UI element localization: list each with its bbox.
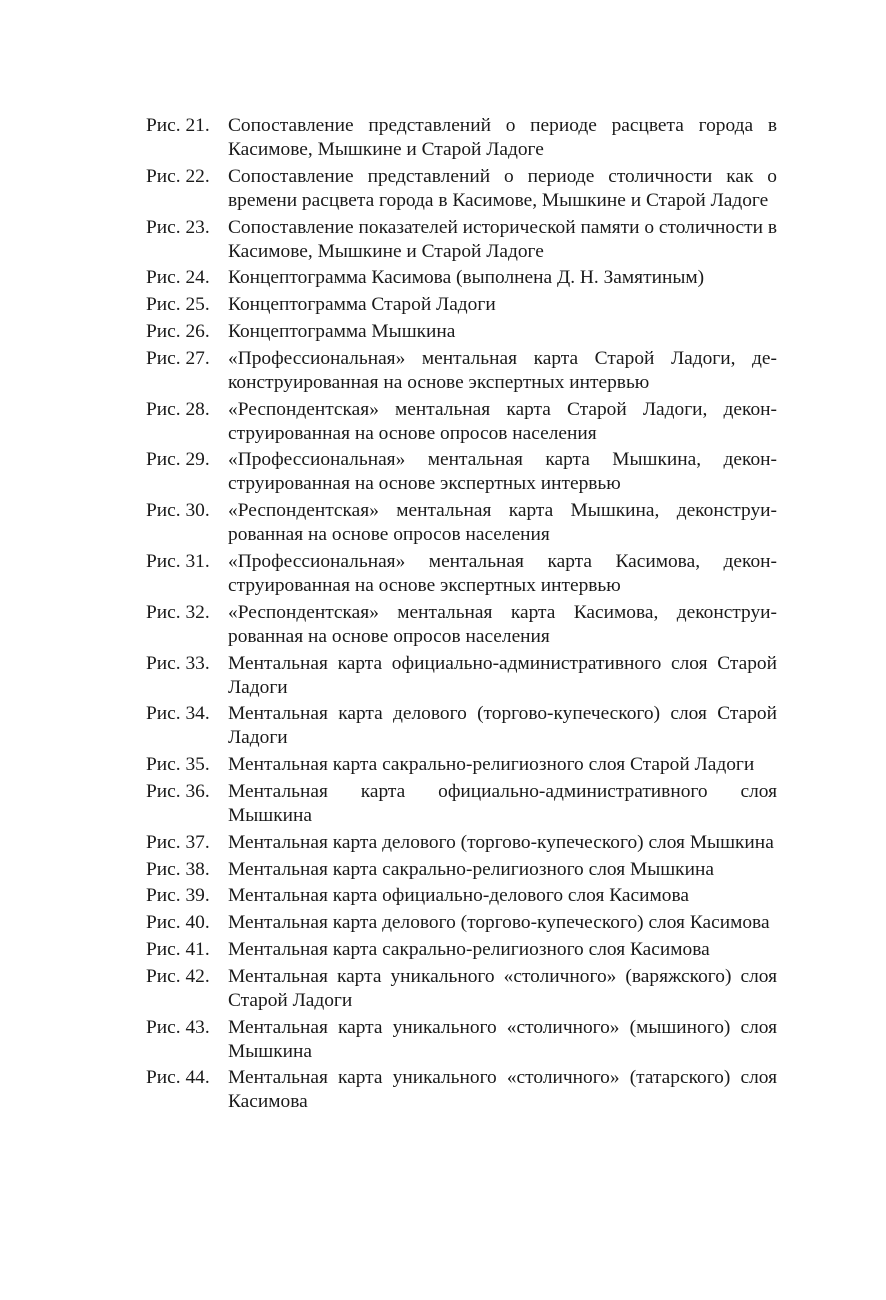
figure-caption: Ментальная карта официально-делового слоя Касимова	[228, 885, 689, 907]
figure-entry	[146, 448, 777, 496]
figure-entry	[146, 753, 777, 777]
figure-entry	[146, 780, 777, 828]
figure-caption: Ментальная карта уникального «столичного» (татарского) слоя Касимова	[228, 1067, 777, 1113]
figure-number: Рис. 37.	[146, 831, 210, 853]
figure-caption: Ментальная карта сакрально-религиозного слоя Мышкина	[228, 858, 714, 880]
figure-entry	[146, 114, 777, 162]
figure-number: Рис. 21.	[146, 115, 210, 136]
figure-entry	[146, 938, 777, 962]
figure-number: Рис. 27.	[146, 347, 210, 369]
figure-caption: Ментальная карта делового (торгово-купеческого) слоя Старой Ладоги	[228, 703, 777, 749]
figure-caption: «Профессиональная» ментальная карта Старой Ладоги, деконструированная на основе экспертных интервью	[228, 347, 777, 393]
figure-entry	[146, 1016, 777, 1064]
figure-number: Рис. 43.	[146, 1016, 210, 1038]
figure-number: Рис. 44.	[146, 1067, 210, 1089]
figure-entry	[146, 884, 777, 908]
figure-entry	[146, 911, 777, 935]
figure-number: Рис. 23.	[146, 216, 210, 238]
figure-number: Рис. 42.	[146, 965, 210, 987]
figure-entry	[146, 165, 777, 213]
figure-caption: Сопоставление показателей исторической памяти о столичности в Касимове, Мышкине и Старой Ладоге	[228, 216, 777, 262]
figure-caption: Ментальная карта сакрально-религиозного слоя Касимова	[228, 938, 710, 960]
figure-caption: Сопоставление представлений о периоде расцвета города в Касимове, Мышкине и Старой Ладоге	[228, 115, 777, 160]
figure-number: Рис. 24.	[146, 267, 210, 289]
figure-entry	[146, 601, 777, 649]
figure-entry	[146, 320, 777, 344]
figure-caption: Ментальная карта сакрально-религиозного слоя Старой Ладоги	[228, 754, 755, 776]
figure-entry	[146, 216, 777, 264]
figure-number: Рис. 30.	[146, 500, 210, 522]
figure-caption: Ментальная карта уникального «столичного» (мышиного) слоя Мышкина	[228, 1016, 777, 1062]
figure-number: Рис. 25.	[146, 294, 210, 316]
figure-number: Рис. 41.	[146, 938, 210, 960]
figure-caption: Ментальная карта делового (торгово-купеческого) слоя Касимова	[228, 912, 770, 934]
figure-caption: Концептограмма Старой Ладоги	[228, 294, 496, 316]
figure-entry	[146, 965, 777, 1013]
figure-number: Рис. 39.	[146, 885, 210, 907]
figure-number: Рис. 40.	[146, 912, 210, 934]
figure-caption: «Респондентская» ментальная карта Касимова, деконструированная на основе опросов населения	[228, 601, 777, 647]
figure-list	[146, 114, 777, 1117]
figure-entry	[146, 1066, 777, 1114]
figure-entry	[146, 347, 777, 395]
figure-number: Рис. 33.	[146, 652, 210, 674]
figure-caption: Ментальная карта уникального «столичного» (варяжского) слоя Старой Ладоги	[228, 965, 777, 1011]
figure-entry	[146, 398, 777, 446]
figure-number: Рис. 22.	[146, 165, 210, 187]
figure-entry	[146, 831, 777, 855]
figure-caption: Сопоставление представлений о периоде столичности как о времени расцвета города в Касимове, Мышкине и Старой Ладоге	[228, 165, 777, 211]
figure-entry	[146, 702, 777, 750]
figure-caption: «Профессиональная» ментальная карта Касимова, деконструированная на основе экспертных интервью	[228, 550, 777, 596]
figure-entry	[146, 652, 777, 700]
figure-entry	[146, 266, 777, 290]
figure-caption: Ментальная карта официально-административного слоя Старой Ладоги	[228, 652, 777, 698]
figure-number: Рис. 34.	[146, 703, 210, 725]
figure-entry	[146, 858, 777, 882]
figure-caption: Концептограмма Касимова (выполнена Д. Н. Замятиным)	[228, 267, 705, 289]
figure-number: Рис. 26.	[146, 320, 210, 342]
figure-caption: «Респондентская» ментальная карта Мышкина, деконструированная на основе опросов населения	[228, 500, 777, 546]
figure-number: Рис. 28.	[146, 398, 210, 420]
figure-entry	[146, 293, 777, 317]
figure-number: Рис. 35.	[146, 754, 210, 776]
figure-number: Рис. 32.	[146, 601, 210, 623]
figure-number: Рис. 29.	[146, 449, 210, 471]
figure-caption: «Респондентская» ментальная карта Старой Ладоги, деконструированная на основе опросов населения	[228, 398, 777, 444]
figure-number: Рис. 36.	[146, 780, 210, 802]
figure-entry	[146, 499, 777, 547]
figure-caption: Концептограмма Мышкина	[228, 320, 456, 342]
figure-entry	[146, 550, 777, 598]
figure-caption: Ментальная карта официально-административного слоя Мышкина	[228, 780, 777, 826]
figure-number: Рис. 31.	[146, 550, 210, 572]
figure-caption: «Профессиональная» ментальная карта Мышкина, деконструированная на основе экспертных интервью	[228, 449, 777, 495]
figure-number: Рис. 38.	[146, 858, 210, 880]
figure-caption: Ментальная карта делового (торгово-купеческого) слоя Мышкина	[228, 831, 774, 853]
